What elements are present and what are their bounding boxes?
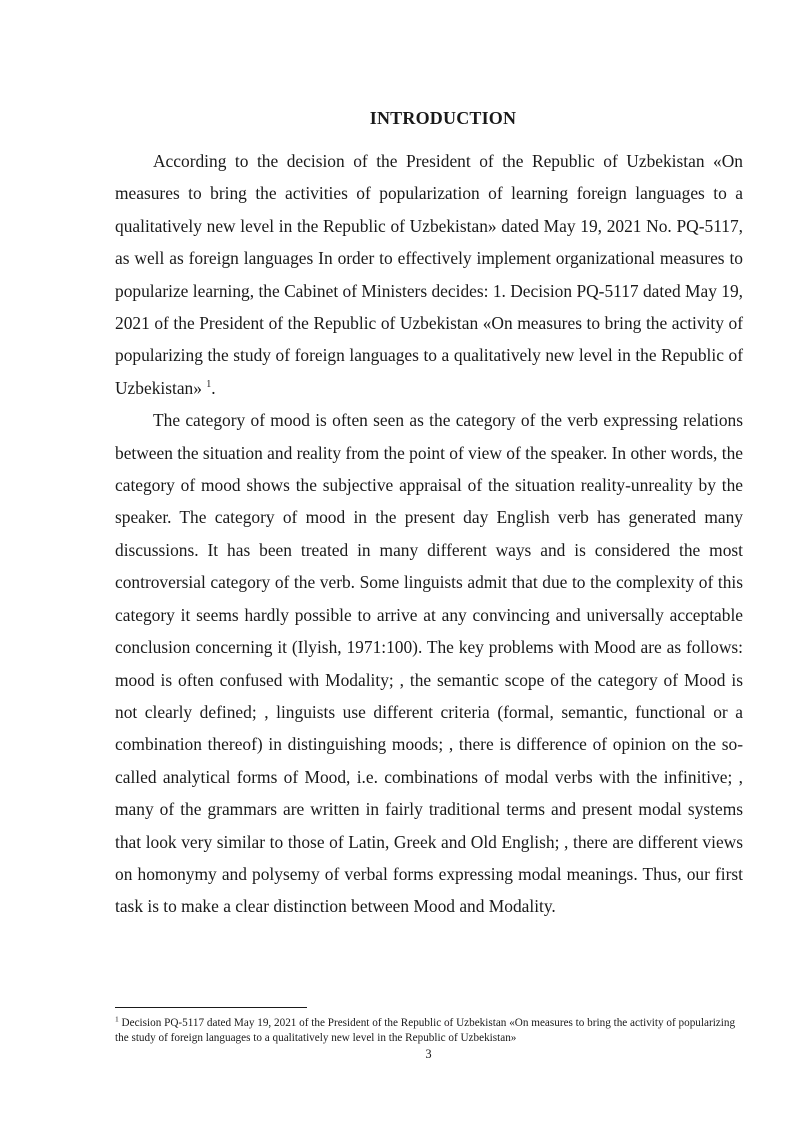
page-number: 3 — [425, 1047, 432, 1061]
footnote-text: Decision PQ-5117 dated May 19, 2021 of the President of the Republic of Uzbekistan «On measures to bring the activity of popularizing the study of foreign languages to a qualitatively new level in the Republic of Uzbekistan» — [115, 1017, 736, 1044]
footnote-number: 1 — [115, 1014, 119, 1024]
paragraph-1-end: . — [211, 377, 216, 398]
body-text — [115, 145, 743, 923]
footnote — [115, 1016, 743, 1046]
footnote-reference[interactable]: 1 — [206, 379, 212, 391]
page-heading: INTRODUCTION — [369, 108, 517, 128]
paragraph-1 — [115, 145, 743, 404]
paragraph-2: The category of mood is often seen as the category of the verb expressing relations between the situation and reality from the point of view of the speaker. In other words, the category of mood shows the subjective appraisal of the situation reality-unreality by the speaker. The category of mood in the present day English verb has generated many discussions. It has been treated in many different ways and is considered the most controversial category of the verb. Some linguists admit that due to the complexity of this category it seems hardly possible to arrive at any convincing and universally acceptable conclusion concerning it (Ilyish, 1971:100). The key problems with Mood are as follows: mood is often confused with Modality; , the semantic scope of the category of Mood is not clearly defined; , linguists use different criteria (formal, semantic, functional or a combination thereof) in distinguishing moods; , there is difference of opinion on the so-called analytical forms of Mood, i.e. combinations of modal verbs with the infinitive; , many of the grammars are written in fairly traditional terms and present modal systems that look very similar to those of Latin, Greek and Old English; , there are different views on homonymy and polysemy of verbal forms expressing modal meanings. Thus, our first task is to make a clear distinction between Mood and Modality. — [115, 410, 743, 917]
paragraph-1-text: According to the decision of the President of the Republic of Uzbekistan «On measures to bring the activities of popularization of learning foreign languages to a qualitatively new level in the Republic of Uzbekistan» dated May 19, 2021 No. PQ-5117, as well as foreign languages In order to effectively implement organizational measures to popularize learning, the Cabinet of Ministers decides: 1. Decision PQ-5117 dated May 19, 2021 of the President of the Republic of Uzbekistan «On measures to bring the activity of popularizing the study of foreign languages to a qualitatively new level in the Republic of Uzbekistan» — [115, 151, 743, 398]
footnote-divider — [115, 1007, 307, 1008]
